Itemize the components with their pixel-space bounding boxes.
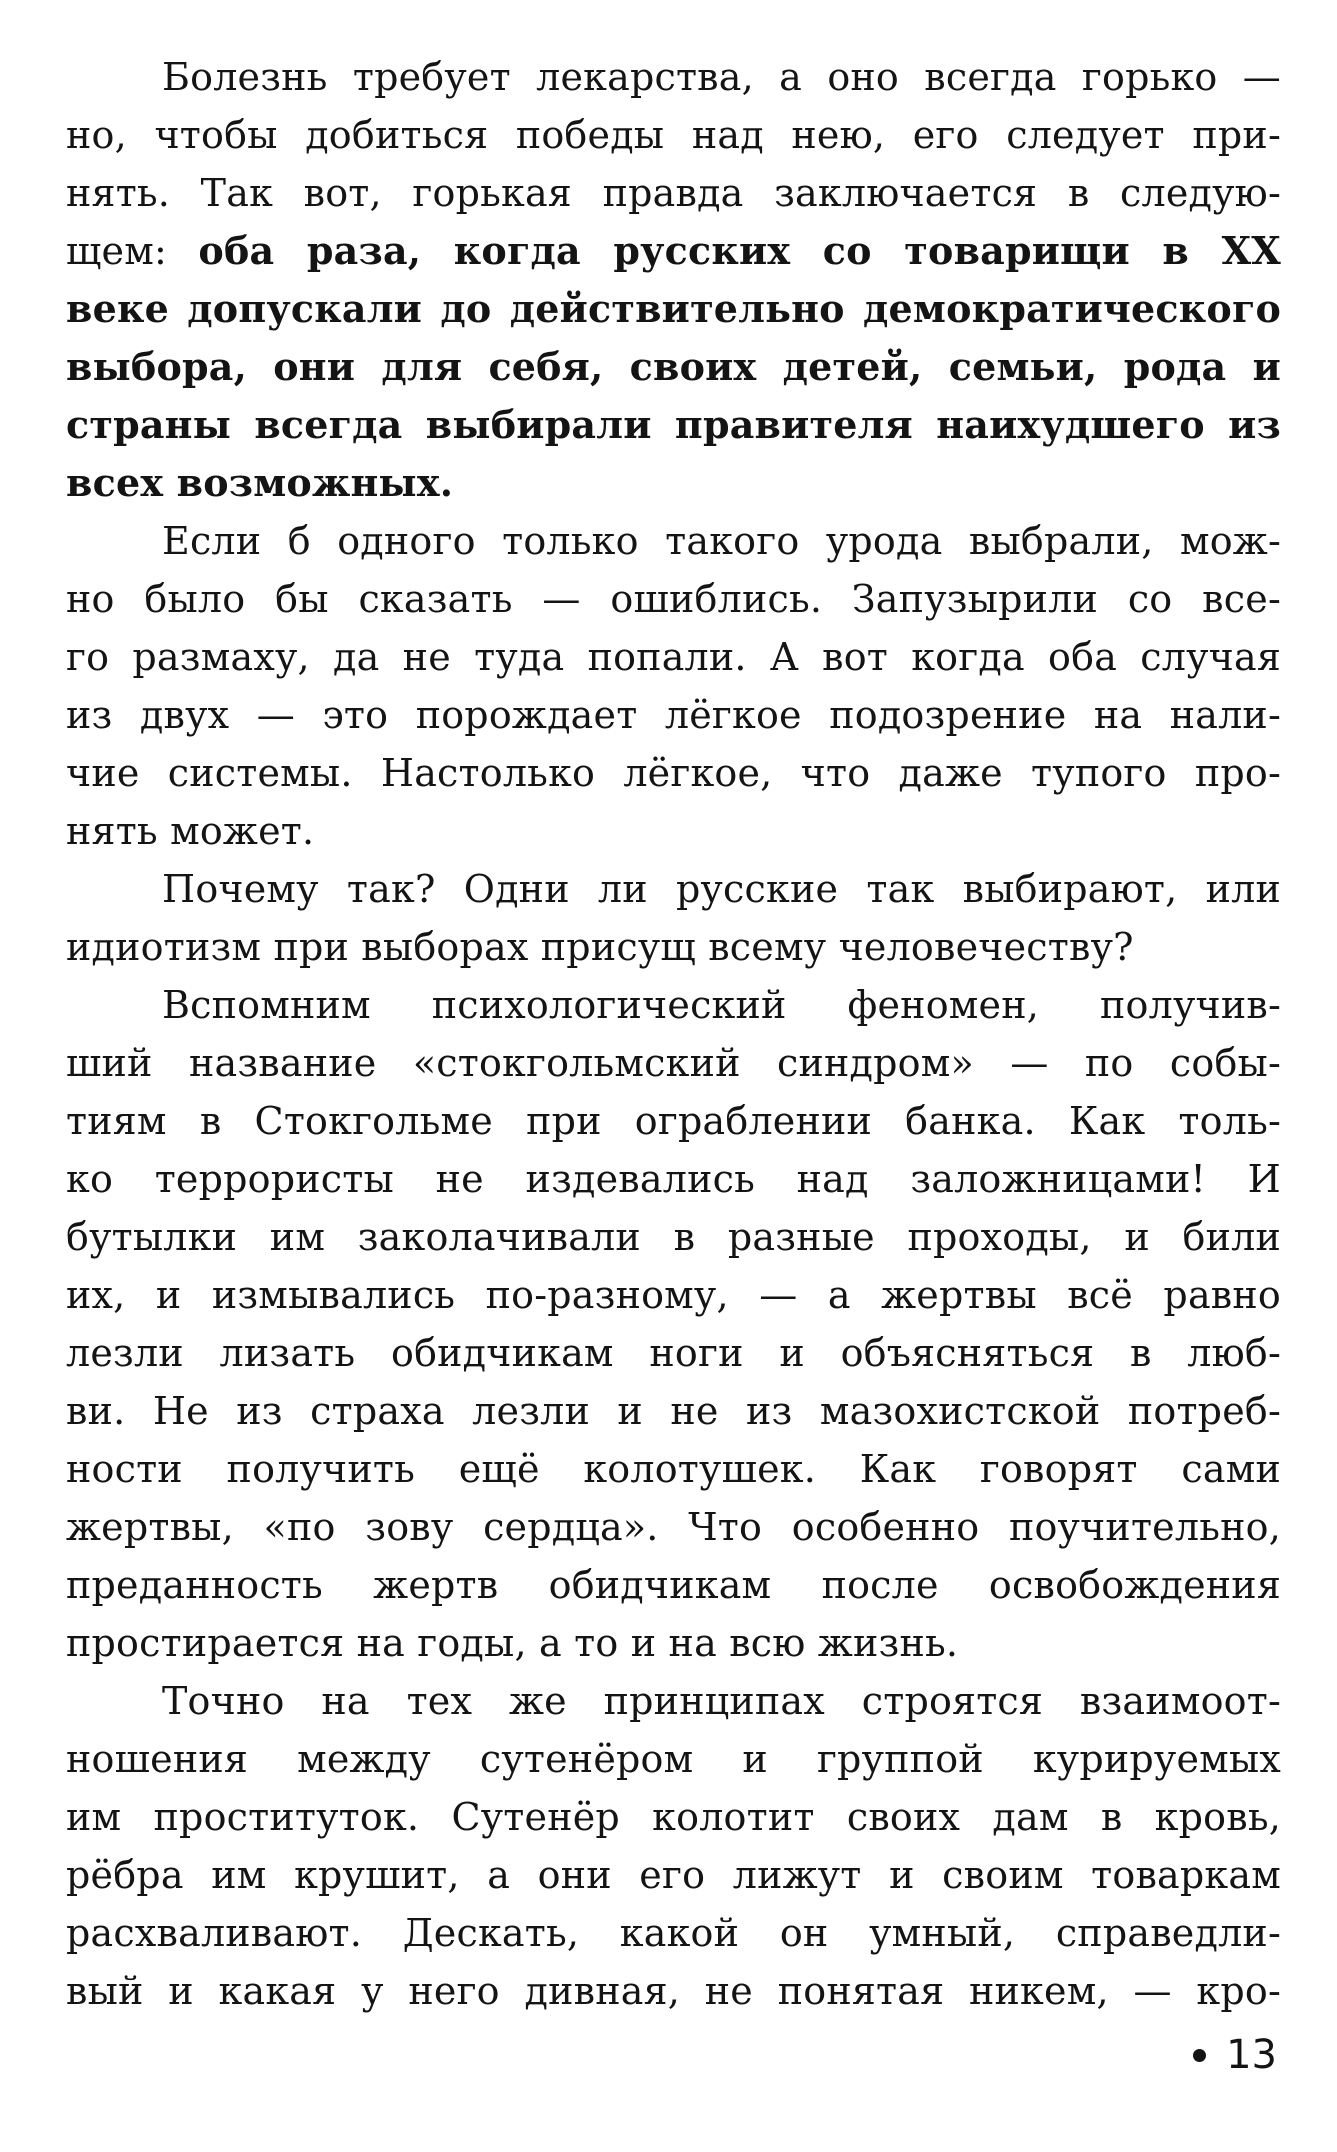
text-line — [66, 802, 1281, 860]
text-segment: вый и какая у него дивная, не понятая никем, — кро- — [66, 1969, 1281, 2013]
text-segment: Болезнь требует лекарства, а оно всегда горько — — [162, 55, 1281, 99]
text-line — [66, 1556, 1281, 1614]
text-line — [66, 1382, 1281, 1440]
text-line — [66, 1498, 1281, 1556]
bold-text-segment: веке допускали до действительно демократического — [66, 286, 1281, 331]
text-segment: Точно на тех же принципах строятся взаимоот- — [162, 1679, 1281, 1723]
text-segment: лезли лизать обидчикам ноги и объясняться в люб- — [66, 1331, 1281, 1375]
text-line — [66, 454, 1281, 512]
bold-text-segment: всех возможных. — [66, 460, 454, 505]
text-segment: Если б одного только такого урода выбрали, мож- — [162, 519, 1281, 563]
text-line — [66, 164, 1281, 222]
text-segment: щем: — [66, 229, 199, 273]
text-line — [66, 1904, 1281, 1962]
text-line — [66, 1324, 1281, 1382]
text-segment: ший название «стокгольмский синдром» — по собы- — [66, 1041, 1281, 1085]
bold-text-segment: страны всегда выбирали правителя наихудшего из — [66, 402, 1281, 447]
text-segment: тиям в Стокгольме при ограблении банка. Как толь- — [66, 1099, 1281, 1143]
text-line — [66, 280, 1281, 338]
text-segment: жертвы, «по зову сердца». Что особенно поучительно, — [66, 1505, 1281, 1549]
text-segment: ношения между сутенёром и группой курируемых — [66, 1737, 1281, 1781]
text-segment: но было бы сказать — ошиблись. Запузырили со все- — [66, 577, 1281, 621]
text-line — [66, 338, 1281, 396]
text-segment: чие системы. Настолько лёгкое, что даже тупого про- — [66, 751, 1281, 795]
text-line — [66, 1150, 1281, 1208]
text-line — [66, 106, 1281, 164]
text-line — [66, 222, 1281, 280]
text-segment: их, и измывались по-разному, — а жертвы всё равно — [66, 1273, 1281, 1317]
text-segment: преданность жертв обидчикам после освобождения — [66, 1563, 1281, 1607]
text-segment: ко террористы не издевались над заложницами! И — [66, 1157, 1281, 1201]
text-line — [66, 1266, 1281, 1324]
text-line — [66, 1034, 1281, 1092]
text-line — [66, 396, 1281, 454]
text-segment: Вспомним психологический феномен, получив- — [162, 983, 1281, 1027]
text-line — [66, 628, 1281, 686]
text-segment: Почему так? Одни ли русские так выбирают, или — [162, 867, 1281, 911]
text-line — [162, 1672, 1281, 1730]
text-line — [162, 512, 1281, 570]
text-segment: простирается на годы, а то и на всю жизнь. — [66, 1621, 959, 1665]
text-line — [162, 48, 1281, 106]
text-line — [162, 860, 1281, 918]
text-line — [66, 918, 1281, 976]
text-line — [66, 1440, 1281, 1498]
text-line — [162, 976, 1281, 1034]
bold-text-segment: выбора, они для себя, своих детей, семьи, рода и — [66, 344, 1281, 389]
text-line — [66, 686, 1281, 744]
bullet-icon — [1193, 2049, 1206, 2062]
text-line — [66, 1788, 1281, 1846]
page-number: 13 — [1226, 2032, 1277, 2078]
text-segment: нять может. — [66, 809, 315, 853]
text-segment: рёбра им крушит, а они его лижут и своим товаркам — [66, 1853, 1281, 1897]
text-line — [66, 1092, 1281, 1150]
text-line — [66, 1614, 1281, 1672]
text-segment: нять. Так вот, горькая правда заключается в следую- — [66, 171, 1281, 215]
text-segment: бутылки им заколачивали в разные проходы, и били — [66, 1215, 1281, 1259]
text-segment: расхваливают. Дескать, какой он умный, справедли- — [66, 1911, 1281, 1955]
text-line — [66, 1730, 1281, 1788]
text-segment: им проституток. Сутенёр колотит своих дам в кровь, — [66, 1795, 1281, 1839]
text-line — [66, 744, 1281, 802]
text-segment: ности получить ещё колотушек. Как говорят сами — [66, 1447, 1281, 1491]
bold-text-segment: оба раза, когда русских со товарищи в XX — [198, 228, 1281, 273]
text-segment: го размаху, да не туда попали. А вот когда оба случая — [66, 635, 1281, 679]
text-segment: идиотизм при выборах присущ всему человечеству? — [66, 925, 1134, 969]
text-segment: ви. Не из страха лезли и не из мазохистской потреб- — [66, 1389, 1281, 1433]
text-line — [66, 1846, 1281, 1904]
text-segment: из двух — это порождает лёгкое подозрение на нали- — [66, 693, 1281, 737]
page-footer — [1193, 2032, 1277, 2078]
text-line — [66, 1208, 1281, 1266]
text-segment: но, чтобы добиться победы над нею, его следует при- — [66, 113, 1281, 157]
text-line — [66, 570, 1281, 628]
text-line — [66, 1962, 1281, 2020]
